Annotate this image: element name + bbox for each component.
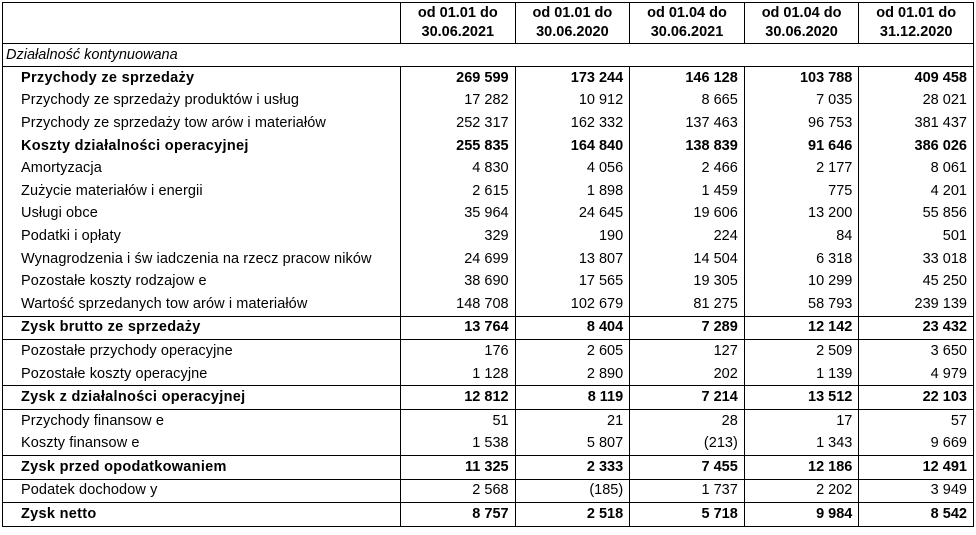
row-value: 96 753 xyxy=(744,112,859,135)
row-label: Podatek dochodow y xyxy=(3,479,401,503)
row-value: 12 186 xyxy=(744,456,859,480)
row-value: 57 xyxy=(859,409,974,432)
table-row-operating-profit xyxy=(3,386,974,410)
row-value: 21 xyxy=(515,409,630,432)
table-row xyxy=(3,112,974,135)
row-label: Zysk przed opodatkowaniem xyxy=(3,456,401,480)
row-label: Zysk z działalności operacyjnej xyxy=(3,386,401,410)
row-value: 2 605 xyxy=(515,340,630,363)
row-value: 10 912 xyxy=(515,90,630,113)
row-value: 7 455 xyxy=(630,456,745,480)
row-value: 55 856 xyxy=(859,203,974,226)
row-value: 501 xyxy=(859,225,974,248)
header-period-3: od 01.04 do 30.06.2021 xyxy=(630,3,745,44)
row-value: 148 708 xyxy=(401,293,516,316)
row-value: 3 949 xyxy=(859,479,974,503)
row-label: Zużycie materiałów i energii xyxy=(3,180,401,203)
row-value: 28 xyxy=(630,409,745,432)
row-value: 162 332 xyxy=(515,112,630,135)
row-value: 775 xyxy=(744,180,859,203)
table-row xyxy=(3,203,974,226)
header-period-5: od 01.01 do 31.12.2020 xyxy=(859,3,974,44)
row-value: 5 718 xyxy=(630,503,745,527)
table-row xyxy=(3,479,974,503)
row-value: 84 xyxy=(744,225,859,248)
row-value: 386 026 xyxy=(859,135,974,158)
row-value: 8 061 xyxy=(859,157,974,180)
header-period-1: od 01.01 do 30.06.2021 xyxy=(401,3,516,44)
row-value: 38 690 xyxy=(401,270,516,293)
header-row xyxy=(3,3,974,44)
row-value: 45 250 xyxy=(859,270,974,293)
row-value: 28 021 xyxy=(859,90,974,113)
header-period-2: od 01.01 do 30.06.2020 xyxy=(515,3,630,44)
row-label: Przychody ze sprzedaży tow arów i materiałów xyxy=(3,112,401,135)
row-value: 190 xyxy=(515,225,630,248)
row-value: 6 318 xyxy=(744,248,859,271)
row-value: 252 317 xyxy=(401,112,516,135)
row-value: 24 645 xyxy=(515,203,630,226)
table-row xyxy=(3,433,974,456)
table-row xyxy=(3,157,974,180)
table-row xyxy=(3,270,974,293)
row-value: 4 979 xyxy=(859,363,974,386)
row-label: Zysk brutto ze sprzedaży xyxy=(3,316,401,340)
row-value: 8 757 xyxy=(401,503,516,527)
table-row-operating-costs xyxy=(3,135,974,158)
row-value: 11 325 xyxy=(401,456,516,480)
row-value: 9 669 xyxy=(859,433,974,456)
row-value: (185) xyxy=(515,479,630,503)
row-value: 176 xyxy=(401,340,516,363)
row-value: 35 964 xyxy=(401,203,516,226)
row-value: 1 737 xyxy=(630,479,745,503)
row-value: 5 807 xyxy=(515,433,630,456)
row-value: 2 202 xyxy=(744,479,859,503)
table-row xyxy=(3,409,974,432)
row-value: (213) xyxy=(630,433,745,456)
row-value: 269 599 xyxy=(401,67,516,90)
table-row xyxy=(3,293,974,316)
row-value: 33 018 xyxy=(859,248,974,271)
row-label: Zysk netto xyxy=(3,503,401,527)
row-value: 12 812 xyxy=(401,386,516,410)
row-value: 14 504 xyxy=(630,248,745,271)
row-value: 1 139 xyxy=(744,363,859,386)
row-value: 1 343 xyxy=(744,433,859,456)
row-value: 17 xyxy=(744,409,859,432)
row-value: 24 699 xyxy=(401,248,516,271)
row-value: 173 244 xyxy=(515,67,630,90)
row-label: Podatki i opłaty xyxy=(3,225,401,248)
row-value: 137 463 xyxy=(630,112,745,135)
row-label: Wynagrodzenia i św iadczenia na rzecz pracow ników xyxy=(3,248,401,271)
table-row xyxy=(3,340,974,363)
row-value: 138 839 xyxy=(630,135,745,158)
row-value: 1 128 xyxy=(401,363,516,386)
row-value: 2 333 xyxy=(515,456,630,480)
row-value: 1 459 xyxy=(630,180,745,203)
row-label: Koszty działalności operacyjnej xyxy=(3,135,401,158)
table-row-gross-profit xyxy=(3,316,974,340)
row-value: 13 764 xyxy=(401,316,516,340)
row-label: Pozostałe koszty rodzajow e xyxy=(3,270,401,293)
table-row xyxy=(3,363,974,386)
row-label: Wartość sprzedanych tow arów i materiałów xyxy=(3,293,401,316)
table-row xyxy=(3,180,974,203)
row-value: 13 200 xyxy=(744,203,859,226)
row-value: 13 512 xyxy=(744,386,859,410)
row-value: 19 606 xyxy=(630,203,745,226)
row-value: 8 404 xyxy=(515,316,630,340)
row-value: 4 201 xyxy=(859,180,974,203)
income-statement-table xyxy=(2,2,974,527)
row-value: 202 xyxy=(630,363,745,386)
row-value: 17 565 xyxy=(515,270,630,293)
row-value: 8 665 xyxy=(630,90,745,113)
row-value: 102 679 xyxy=(515,293,630,316)
row-value: 22 103 xyxy=(859,386,974,410)
row-label: Pozostałe koszty operacyjne xyxy=(3,363,401,386)
row-value: 3 650 xyxy=(859,340,974,363)
row-value: 12 142 xyxy=(744,316,859,340)
row-value: 19 305 xyxy=(630,270,745,293)
row-label: Pozostałe przychody operacyjne xyxy=(3,340,401,363)
row-value: 7 035 xyxy=(744,90,859,113)
row-value: 9 984 xyxy=(744,503,859,527)
row-value: 8 119 xyxy=(515,386,630,410)
row-value: 81 275 xyxy=(630,293,745,316)
row-value: 17 282 xyxy=(401,90,516,113)
row-value: 51 xyxy=(401,409,516,432)
row-value: 7 214 xyxy=(630,386,745,410)
row-value: 103 788 xyxy=(744,67,859,90)
row-value: 224 xyxy=(630,225,745,248)
row-value: 4 056 xyxy=(515,157,630,180)
row-value: 1 898 xyxy=(515,180,630,203)
row-value: 2 615 xyxy=(401,180,516,203)
table-row xyxy=(3,248,974,271)
row-value: 381 437 xyxy=(859,112,974,135)
row-label: Koszty finansow e xyxy=(3,433,401,456)
row-value: 127 xyxy=(630,340,745,363)
section-row xyxy=(3,44,974,67)
row-value: 164 840 xyxy=(515,135,630,158)
row-value: 91 646 xyxy=(744,135,859,158)
income-statement-sheet xyxy=(2,2,973,527)
row-value: 7 289 xyxy=(630,316,745,340)
row-value: 146 128 xyxy=(630,67,745,90)
table-row xyxy=(3,90,974,113)
table-row xyxy=(3,225,974,248)
row-value: 12 491 xyxy=(859,456,974,480)
row-value: 8 542 xyxy=(859,503,974,527)
row-value: 1 538 xyxy=(401,433,516,456)
row-label: Amortyzacja xyxy=(3,157,401,180)
row-value: 58 793 xyxy=(744,293,859,316)
row-value: 239 139 xyxy=(859,293,974,316)
row-value: 2 518 xyxy=(515,503,630,527)
row-value: 13 807 xyxy=(515,248,630,271)
row-value: 2 466 xyxy=(630,157,745,180)
row-value: 2 568 xyxy=(401,479,516,503)
row-value: 255 835 xyxy=(401,135,516,158)
table-row-net-profit xyxy=(3,503,974,527)
row-value: 329 xyxy=(401,225,516,248)
row-value: 23 432 xyxy=(859,316,974,340)
row-label: Przychody ze sprzedaży xyxy=(3,67,401,90)
header-period-4: od 01.04 do 30.06.2020 xyxy=(744,3,859,44)
row-value: 2 177 xyxy=(744,157,859,180)
section-title: Działalność kontynuowana xyxy=(3,44,974,67)
row-value: 4 830 xyxy=(401,157,516,180)
row-label: Przychody finansow e xyxy=(3,409,401,432)
row-value: 2 890 xyxy=(515,363,630,386)
row-value: 2 509 xyxy=(744,340,859,363)
header-blank-cell xyxy=(3,3,401,44)
table-row-profit-before-tax xyxy=(3,456,974,480)
table-row-revenue xyxy=(3,67,974,90)
row-value: 10 299 xyxy=(744,270,859,293)
row-label: Przychody ze sprzedaży produktów i usług xyxy=(3,90,401,113)
row-label: Usługi obce xyxy=(3,203,401,226)
row-value: 409 458 xyxy=(859,67,974,90)
